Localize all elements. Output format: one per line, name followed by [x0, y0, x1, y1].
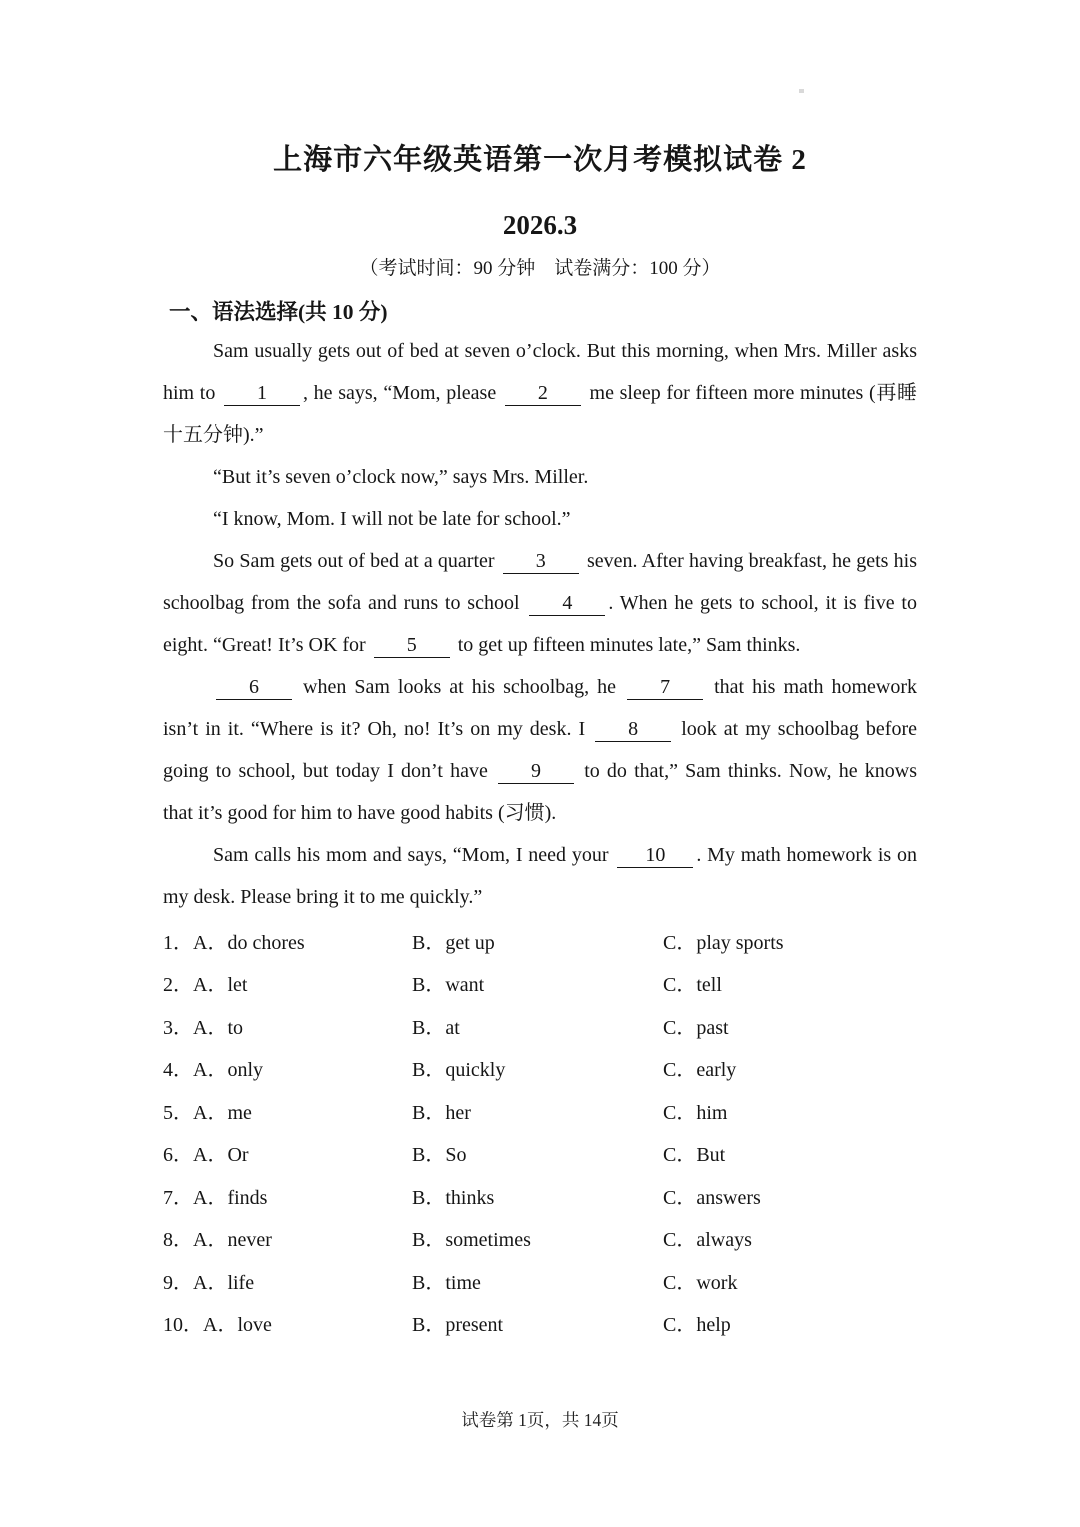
option-choice: B．quickly	[412, 1059, 506, 1082]
option-choice: B．get up	[412, 931, 495, 954]
passage-paragraph: “But it’s seven o’clock now,” says Mrs. Miller.	[213, 466, 589, 488]
options-list	[163, 919, 917, 1344]
exam-date: 2026.3	[502, 210, 578, 240]
fill-blank-6: 6	[216, 675, 292, 700]
option-choice: C．always	[663, 1229, 752, 1252]
option-choice: 2．A．let	[163, 974, 248, 997]
passage-paragraph: So Sam gets out of bed at a quarter 3 seven. After having breakfast, he gets his schoolbag from the sofa and runs to school 4 . When he gets to school, it is five to eight. “Great! It’s OK for 5 to get up fifteen minutes late,” Sam thinks.	[163, 550, 917, 656]
option-choice: 4．A．only	[163, 1059, 263, 1082]
option-choice: C．him	[663, 1101, 728, 1124]
option-choice: B．thinks	[412, 1186, 495, 1209]
fill-blank-5: 5	[374, 633, 450, 658]
option-row-8	[163, 1217, 917, 1260]
option-choice: 8．A．never	[163, 1229, 272, 1252]
option-row-4	[163, 1047, 917, 1090]
scan-artifact-dot	[799, 89, 804, 93]
option-choice: 5．A．me	[163, 1101, 252, 1124]
option-choice: B．present	[412, 1314, 504, 1337]
option-choice: B．want	[412, 974, 485, 997]
section-heading-grammar-choice: 一、语法选择(共 10 分)	[169, 300, 388, 324]
option-choice: C．tell	[663, 974, 722, 997]
passage	[163, 330, 917, 918]
option-choice: 3．A．to	[163, 1016, 243, 1039]
option-choice: C．answers	[663, 1186, 761, 1209]
fill-blank-4: 4	[529, 591, 605, 616]
option-choice: 6．A．Or	[163, 1144, 249, 1167]
fill-blank-10: 10	[617, 843, 693, 868]
page-title: 上海市六年级英语第一次月考模拟试卷 2	[273, 144, 807, 176]
option-choice: 10．A．love	[163, 1314, 272, 1337]
fill-blank-7: 7	[627, 675, 703, 700]
fill-blank-8: 8	[595, 717, 671, 742]
option-choice: C．past	[663, 1016, 729, 1039]
passage-paragraph: Sam usually gets out of bed at seven o’clock. But this morning, when Mrs. Miller asks him to 1 , he says, “Mom, please 2 me sleep for fifteen more minutes (再睡十五分钟).”	[163, 340, 918, 446]
option-choice: 1．A．do chores	[163, 931, 305, 954]
fill-blank-3: 3	[503, 549, 579, 574]
option-choice: C．early	[663, 1059, 737, 1082]
option-choice: 9．A．life	[163, 1271, 255, 1294]
option-row-10	[163, 1302, 917, 1345]
fill-blank-2: 2	[505, 381, 581, 406]
passage-paragraph: Sam calls his mom and says, “Mom, I need your 10 . My math homework is on my desk. Please bring it to me quickly.”	[163, 844, 917, 908]
exam-info-line: （考试时间：90 分钟 试卷满分：100 分）	[359, 258, 721, 279]
fill-blank-9: 9	[498, 759, 574, 784]
option-row-6	[163, 1132, 917, 1175]
option-choice: C．play sports	[663, 931, 784, 954]
option-choice: 7．A．finds	[163, 1186, 268, 1209]
option-row-2	[163, 962, 917, 1005]
option-choice: B．at	[412, 1016, 460, 1039]
fill-blank-1: 1	[224, 381, 300, 406]
option-choice: B．her	[412, 1101, 471, 1124]
page-number-footer: 试卷第 1页，共 14页	[461, 1410, 619, 1430]
option-choice: C．But	[663, 1144, 726, 1167]
option-row-5	[163, 1089, 917, 1132]
option-choice: C．help	[663, 1314, 731, 1337]
option-row-9	[163, 1259, 917, 1302]
passage-paragraph: “I know, Mom. I will not be late for school.”	[213, 508, 571, 530]
option-row-3	[163, 1004, 917, 1047]
option-row-1	[163, 919, 917, 962]
passage-paragraph: 6 when Sam looks at his schoolbag, he 7 that his math homework isn’t in it. “Where is it? Oh, no! It’s on my desk. I 8 look at my schoolbag before going to school, but today I don’t have 9 to do that,” Sam thinks. Now, he knows that it’s good for him to have good habits (习惯).	[163, 676, 917, 824]
option-choice: C．work	[663, 1271, 738, 1294]
option-choice: B．So	[412, 1144, 467, 1167]
option-choice: B．time	[412, 1271, 481, 1294]
option-choice: B．sometimes	[412, 1229, 531, 1252]
option-row-7	[163, 1174, 917, 1217]
